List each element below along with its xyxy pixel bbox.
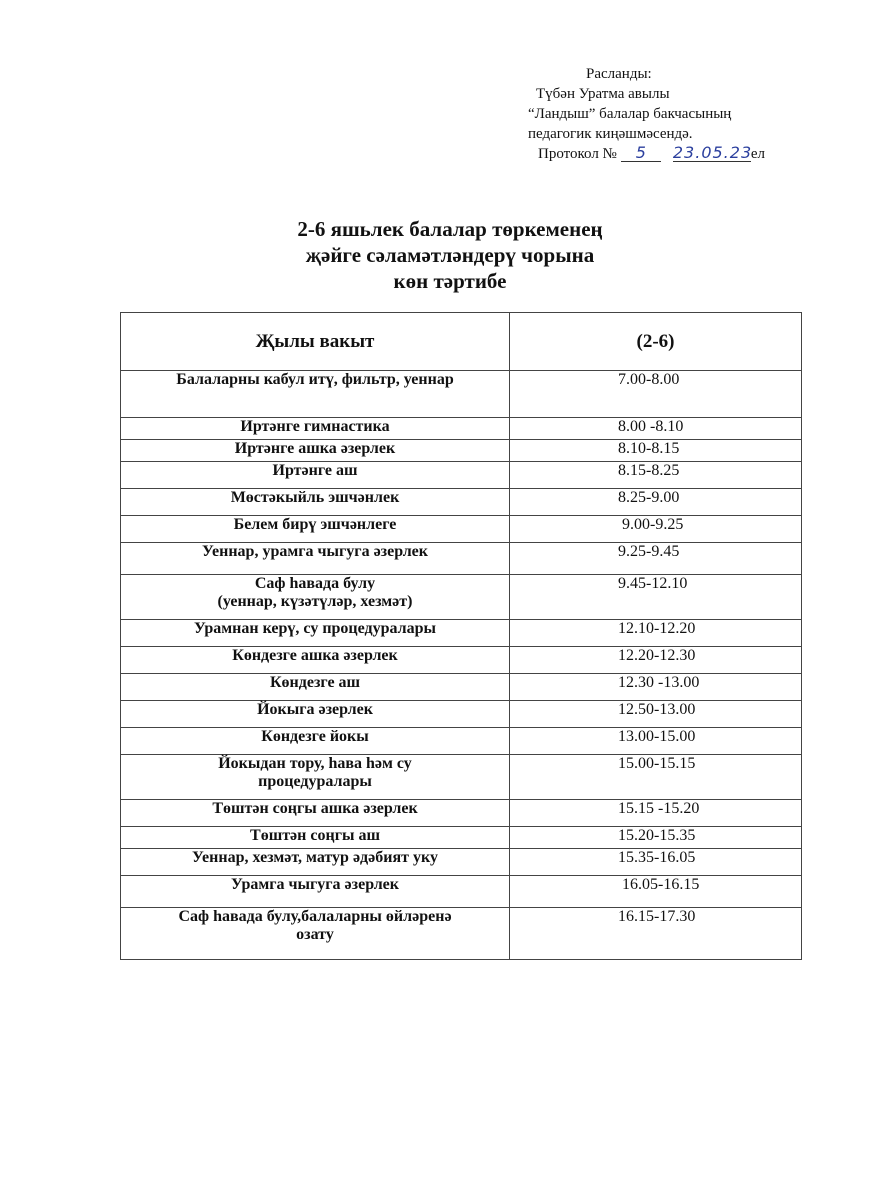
table-row xyxy=(121,516,802,543)
time-cell: 12.20-12.30 xyxy=(510,647,802,674)
table-row xyxy=(121,849,802,876)
title-line-3: көн тәртибе xyxy=(393,269,507,293)
activity-cell: Белем бирү эшчәнлеге xyxy=(121,516,510,543)
protocol-date: 23.05.23 xyxy=(672,143,753,162)
schedule-table xyxy=(120,312,802,960)
table-row xyxy=(121,728,802,755)
table-row xyxy=(121,462,802,489)
header-time: (2-6) xyxy=(510,313,802,371)
table-row xyxy=(121,543,802,575)
protocol-label: Протокол № xyxy=(538,146,617,162)
protocol-suffix: ел xyxy=(750,146,766,162)
activity-cell: Көндезге аш xyxy=(121,674,510,701)
activity-cell: Балаларны кабул итү, фильтр, уеннар xyxy=(121,371,510,418)
table-row xyxy=(121,489,802,516)
activity-cell: Саф һавада булу (уеннар, күзәтүләр, хезмәт) xyxy=(121,575,510,620)
activity-cell: Саф һавада булу,балаларны өйләренә озату xyxy=(121,908,510,960)
time-cell: 15.00-15.15 xyxy=(510,755,802,800)
time-cell: 9.25-9.45 xyxy=(510,543,802,575)
title-line-1: 2-6 яшьлек балалар төркеменең xyxy=(297,217,603,241)
header-activity: Җылы вакыт xyxy=(121,313,510,371)
activity-cell: Йокыга әзерлек xyxy=(121,701,510,728)
title-line-2: җәйге сәламәтләндерү чорына xyxy=(305,243,595,267)
table-row xyxy=(121,371,802,418)
time-cell: 12.10-12.20 xyxy=(510,620,802,647)
table-row xyxy=(121,620,802,647)
table-row xyxy=(121,827,802,849)
time-cell: 16.15-17.30 xyxy=(510,908,802,960)
activity-cell: Төштән соңгы ашка әзерлек xyxy=(121,800,510,827)
activity-cell: Урамнан керү, су процедуралары xyxy=(121,620,510,647)
approval-protocol xyxy=(528,144,848,164)
time-cell: 8.25-9.00 xyxy=(510,489,802,516)
activity-cell: Иртәнге ашка әзерлек xyxy=(121,440,510,462)
document-title xyxy=(180,216,720,294)
table-row xyxy=(121,440,802,462)
table-row xyxy=(121,876,802,908)
table-row xyxy=(121,755,802,800)
time-cell: 8.10-8.15 xyxy=(510,440,802,462)
activity-cell: Урамга чыгуга әзерлек xyxy=(121,876,510,908)
activity-cell: Уеннар, урамга чыгуга әзерлек xyxy=(121,543,510,575)
table-row xyxy=(121,800,802,827)
protocol-number: 5 xyxy=(621,145,661,162)
approval-line-approved: Расланды: xyxy=(586,66,652,82)
activity-cell: Төштән соңгы аш xyxy=(121,827,510,849)
time-cell: 15.20-15.35 xyxy=(510,827,802,849)
table-row xyxy=(121,575,802,620)
time-cell: 12.50-13.00 xyxy=(510,701,802,728)
activity-cell: Йокыдан тору, һава һәм су процедуралары xyxy=(121,755,510,800)
approval-stamp xyxy=(528,64,848,164)
activity-cell: Иртәнге аш xyxy=(121,462,510,489)
table-row xyxy=(121,701,802,728)
table-header-row xyxy=(121,313,802,371)
time-cell: 8.00 -8.10 xyxy=(510,418,802,440)
time-cell: 15.15 -15.20 xyxy=(510,800,802,827)
approval-line-council: педагогик киңәшмәсендә. xyxy=(528,126,693,142)
time-cell: 12.30 -13.00 xyxy=(510,674,802,701)
approval-line-village: Түбән Уратма авылы xyxy=(536,86,670,102)
table-row xyxy=(121,647,802,674)
time-cell: 8.15-8.25 xyxy=(510,462,802,489)
time-cell: 16.05-16.15 xyxy=(510,876,802,908)
table-row xyxy=(121,418,802,440)
activity-cell: Уеннар, хезмәт, матур әдәбият уку xyxy=(121,849,510,876)
activity-cell: Көндезге йокы xyxy=(121,728,510,755)
table-row xyxy=(121,674,802,701)
activity-cell: Мөстәкыйль эшчәнлек xyxy=(121,489,510,516)
time-cell: 15.35-16.05 xyxy=(510,849,802,876)
activity-cell: Көндезге ашка әзерлек xyxy=(121,647,510,674)
time-cell: 9.00-9.25 xyxy=(510,516,802,543)
time-cell: 9.45-12.10 xyxy=(510,575,802,620)
activity-cell: Иртәнге гимнастика xyxy=(121,418,510,440)
time-cell: 7.00-8.00 xyxy=(510,371,802,418)
approval-line-kindergarten: “Ландыш” балалар бакчасының xyxy=(528,106,732,122)
time-cell: 13.00-15.00 xyxy=(510,728,802,755)
table-row xyxy=(121,908,802,960)
